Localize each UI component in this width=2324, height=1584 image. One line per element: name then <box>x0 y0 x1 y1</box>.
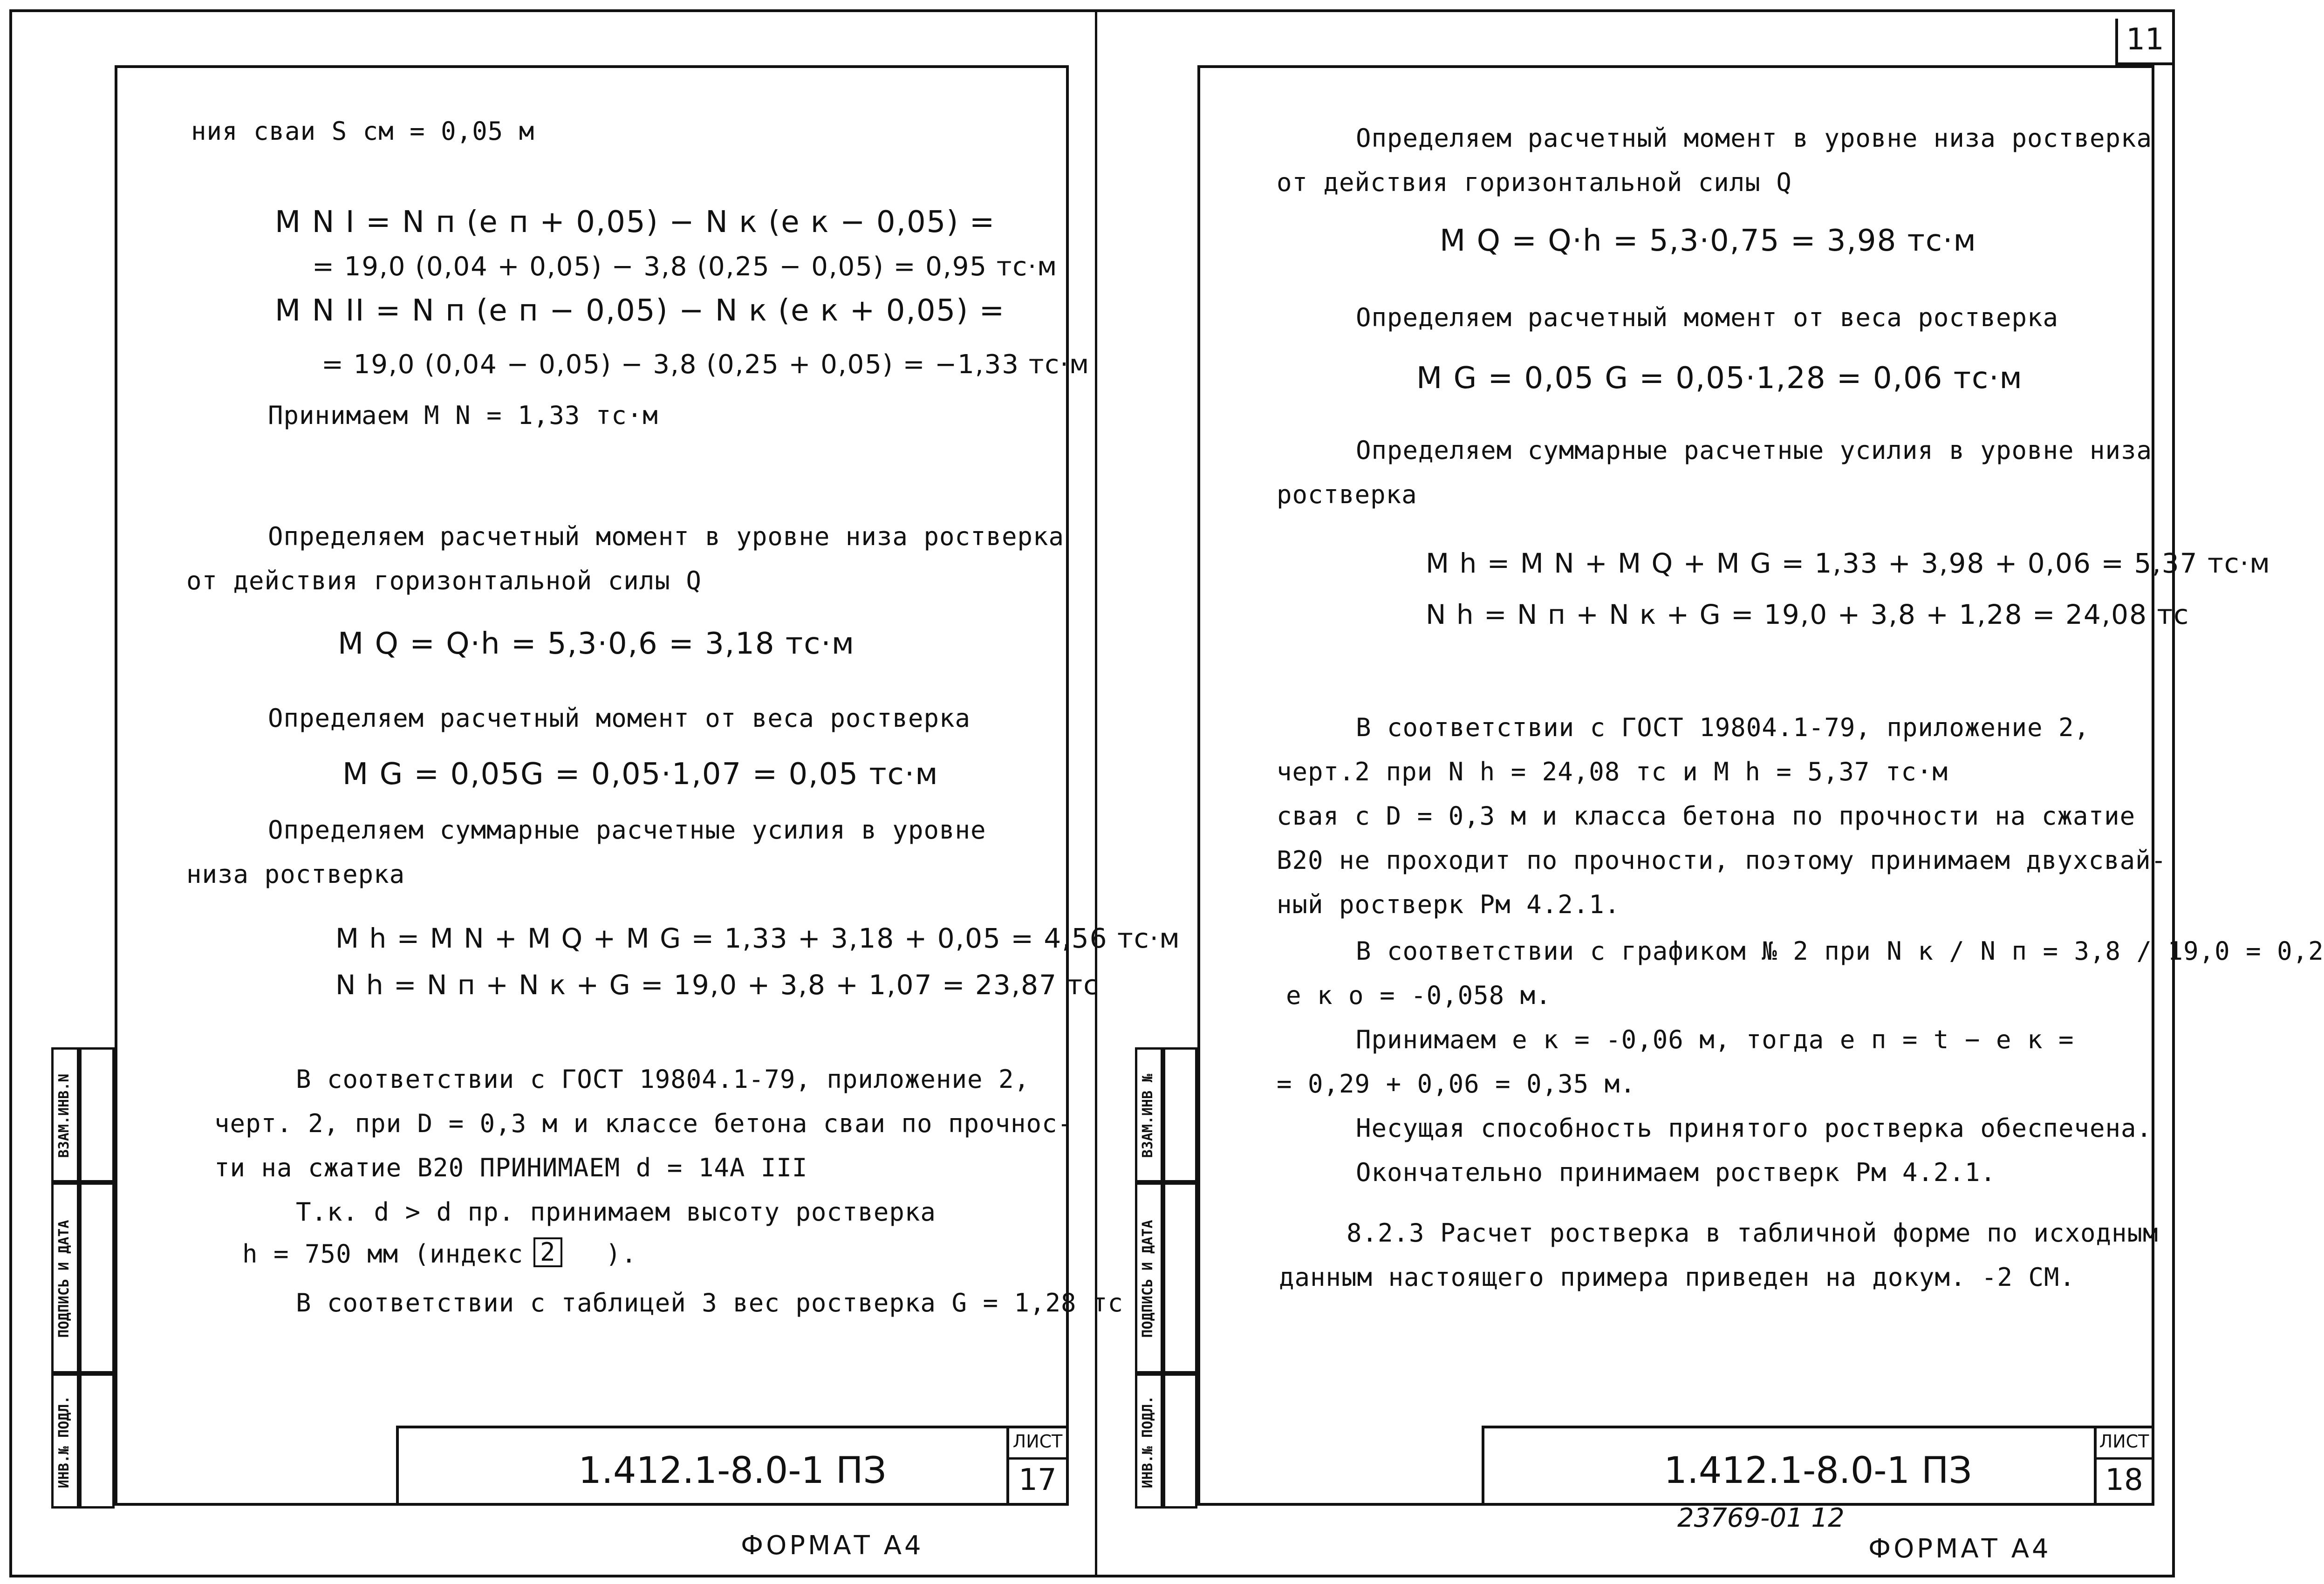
right-side-box-1b <box>1163 1047 1197 1182</box>
left-side-box-3b <box>79 1373 115 1509</box>
right-archive-number: 23769-01 12 <box>1677 1503 1845 1533</box>
left-side-label-1: ВЗАМ.ИНВ.N <box>56 1073 72 1158</box>
left-para-weight: В соответствии с таблицей 3 вес ростверка G = 1,28 тс <box>296 1288 1124 1318</box>
right-para-gost-2: черт.2 при N h = 24,08 тс и M h = 5,37 тс·м <box>1277 757 1948 786</box>
right-para-mg: Определяем расчетный момент от веса ростверка <box>1356 303 2058 332</box>
center-divider <box>1095 9 1097 1577</box>
right-para-gost-5: ный ростверк Рм 4.2.1. <box>1277 890 1620 919</box>
left-formula-mn1-result: = 19,0 (0,04 + 0,05) − 3,8 (0,25 − 0,05) = 0,95 тс·м <box>312 252 1058 282</box>
left-formula-mh: M h = M N + M Q + M G = 1,33 + 3,18 + 0,05 = 4,56 тс·м <box>335 922 1181 954</box>
right-side-box-3b <box>1163 1373 1197 1509</box>
right-title-stamp <box>1482 1426 2154 1506</box>
left-index-box <box>533 1237 562 1267</box>
right-sheet-number: 18 <box>2105 1463 2143 1497</box>
right-para-gost-4: В20 не проходит по прочности, поэтому принимаем двухсвай- <box>1277 846 2167 875</box>
left-side-label-2: ПОДПИСЬ И ДАТА <box>56 1220 72 1338</box>
left-para-gost-3: ти на сжатие B20 ПРИНИМАЕМ d = 14A III <box>214 1153 808 1182</box>
left-para-gost-1: В соответствии с ГОСТ 19804.1-79, приложение 2, <box>296 1065 1030 1094</box>
right-side-label-1: ВЗАМ.ИНВ № <box>1140 1073 1156 1158</box>
corner-page-number: 11 <box>2126 22 2164 57</box>
left-formula-mn2: M N II = N п (e п − 0,05) − N к (e к + 0,05) = <box>275 294 1005 328</box>
right-para-graph-1: В соответствии с графиком № 2 при N к / N п = 3,8 / 19,0 = 0,2 <box>1356 936 2324 966</box>
left-para-mq-1: Определяем расчетный момент в уровне низа ростверка <box>268 522 1065 551</box>
right-para-table-2: данным настоящего примера приведен на докум. -2 СМ. <box>1279 1263 2076 1292</box>
left-para-sum-1: Определяем суммарные расчетные усилия в уровне <box>268 815 986 845</box>
left-document-code: 1.412.1-8.0-1 ПЗ <box>578 1450 887 1492</box>
right-para-gost-1: В соответствии с ГОСТ 19804.1-79, приложение 2, <box>1356 713 2090 742</box>
right-para-accept-2: = 0,29 + 0,06 = 0,35 м. <box>1277 1069 1636 1099</box>
right-side-box-2b <box>1163 1182 1197 1373</box>
right-para-gost-3: свая с D = 0,3 м и класса бетона по прочности на сжатие <box>1277 801 2136 831</box>
right-side-label-3: ИНВ.№ ПОДЛ. <box>1140 1395 1156 1488</box>
right-side-label-2: ПОДПИСЬ И ДАТА <box>1140 1220 1156 1338</box>
left-side-box-2b <box>79 1182 115 1373</box>
right-sheet-number-box <box>2094 1426 2154 1506</box>
right-formula-mh: M h = M N + M Q + M G = 1,33 + 3,98 + 0,06 = 5,37 тс·м <box>1426 547 2271 579</box>
right-para-capacity: Несущая способность принятого ростверка обеспечена. <box>1356 1113 2153 1143</box>
left-para-mg: Определяем расчетный момент от веса ростверка <box>268 703 971 733</box>
right-para-mq-1: Определяем расчетный момент в уровне низа ростверка <box>1356 123 2153 153</box>
right-formula-mg: M G = 0,05 G = 0,05·1,28 = 0,06 тс·м <box>1416 361 2023 396</box>
right-para-accept-1: Принимаем e к = -0,06 м, тогда e п = t − e к = <box>1356 1025 2074 1054</box>
left-formula-mn1: M N I = N п (e п + 0,05) − N к (e к − 0,05) = <box>275 205 996 239</box>
right-para-sum-1: Определяем суммарные расчетные усилия в уровне низа <box>1356 436 2153 465</box>
left-formula-mg: M G = 0,05G = 0,05·1,07 = 0,05 тс·м <box>342 757 939 792</box>
left-sheet-divider <box>1009 1457 1066 1460</box>
right-formula-nh: N h = N п + N к + G = 19,0 + 3,8 + 1,28 = 24,08 тс <box>1426 599 2190 630</box>
right-para-sum-2: ростверка <box>1277 480 1417 509</box>
right-format-label: ФОРМАТ А4 <box>1868 1534 2051 1564</box>
left-line-1: ния сваи S см = 0,05 м <box>191 116 535 146</box>
left-para-height-2: h = 750 мм (индекс <box>242 1239 524 1269</box>
right-sheet-divider <box>2097 1457 2152 1460</box>
left-side-label-3: ИНВ.№ ПОДЛ. <box>56 1395 72 1488</box>
outer-bottom-border <box>9 1575 2175 1577</box>
outer-left-border <box>9 9 12 1577</box>
left-formula-nh: N h = N п + N к + G = 19,0 + 3,8 + 1,07 = 23,87 тс <box>335 969 1100 1001</box>
left-accept-mn: Принимаем M N = 1,33 тс·м <box>268 401 658 430</box>
left-para-sum-2: низа ростверка <box>186 860 405 889</box>
left-sheet-number: 17 <box>1018 1463 1057 1497</box>
left-para-gost-2: черт. 2, при D = 0,3 м и классе бетона сваи по прочнос- <box>214 1109 1073 1138</box>
index-value: 2 <box>533 1237 562 1267</box>
right-para-table-1: 8.2.3 Расчет ростверка в табличной форме по исходным <box>1347 1218 2159 1248</box>
right-document-code: 1.412.1-8.0-1 ПЗ <box>1664 1450 1972 1492</box>
left-para-mq-2: от действия горизонтальной силы Q <box>186 566 702 595</box>
left-formula-mq: M Q = Q·h = 5,3·0,6 = 3,18 тс·м <box>338 627 855 661</box>
left-sheet-number-box <box>1006 1426 1069 1506</box>
left-para-height-1: Т.к. d > d пр. принимаем высоту ростверка <box>296 1197 936 1227</box>
right-para-final: Окончательно принимаем ростверк Рм 4.2.1. <box>1356 1158 1996 1187</box>
right-para-graph-2: e к o = -0,058 м. <box>1286 981 1552 1010</box>
outer-right-border <box>2172 9 2175 1577</box>
right-sheet-label: ЛИСТ <box>2099 1431 2149 1452</box>
outer-top-border <box>9 9 2175 12</box>
corner-page-number-box <box>2115 19 2172 65</box>
left-side-box-1b <box>79 1047 115 1182</box>
right-formula-mq: M Q = Q·h = 5,3·0,75 = 3,98 тс·м <box>1440 224 1977 258</box>
left-formula-mn2-result: = 19,0 (0,04 − 0,05) − 3,8 (0,25 + 0,05) = −1,33 тс·м <box>321 349 1090 380</box>
left-sheet-label: ЛИСТ <box>1012 1431 1063 1452</box>
right-para-mq-2: от действия горизонтальной силы Q <box>1277 168 1792 197</box>
left-para-height-3: ). <box>606 1239 637 1269</box>
left-format-label: ФОРМАТ А4 <box>741 1530 924 1561</box>
left-title-stamp <box>396 1426 1069 1506</box>
